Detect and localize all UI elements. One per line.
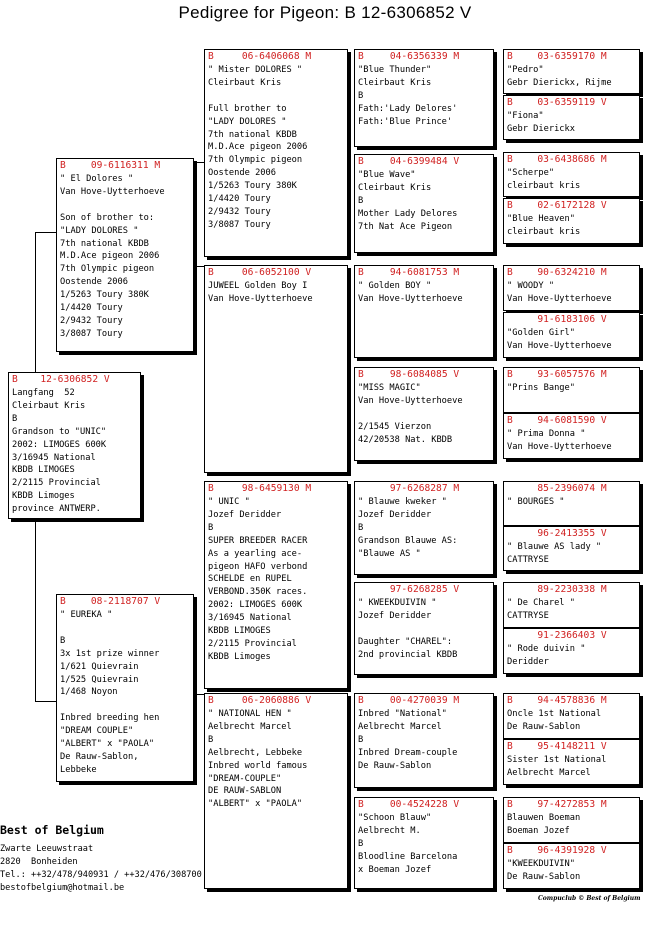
card-details: Oncle 1st National De Rauw-Sablon <box>507 709 602 732</box>
card-ring-number: 98-6084085 V <box>389 369 460 380</box>
card-country: B <box>507 97 513 108</box>
ancestor-card <box>354 49 494 147</box>
card-details: "Blue Thunder" Cleirbaut Kris B Fath:'Lady Delores' Fath:'Blue Prince' <box>358 65 458 127</box>
card-details: " Golden BOY " Van Hove-Uytterhoeve <box>358 281 463 304</box>
card-country: B <box>358 799 364 810</box>
card-details: " BOURGES " <box>507 497 565 507</box>
card-ring-number: 03-6359119 V <box>537 97 607 108</box>
card-details: Blauwen Boeman Boeman Jozef <box>507 813 581 836</box>
connector-line <box>35 701 56 702</box>
card-ring-number: 85-2396074 M <box>537 483 607 494</box>
card-ring-number: 03-6438686 M <box>537 154 607 165</box>
card-ring-number: 03-6359170 M <box>537 51 607 62</box>
card-country: B <box>507 799 513 810</box>
breeder-street: Zwarte Leeuwstraat <box>0 844 94 854</box>
ancestor-card <box>503 693 640 739</box>
card-ring-number: 97-6268287 M <box>389 483 460 494</box>
card-details: " Rode duivin " Deridder <box>507 644 586 667</box>
card-country: B <box>358 369 364 380</box>
connector-line <box>35 232 36 373</box>
granddam-maternal-card <box>204 693 348 889</box>
card-details: "Prins Bange" <box>507 383 575 393</box>
ancestor-card <box>503 797 640 843</box>
card-details: "MISS MAGIC" Van Hove-Uytterhoeve 2/1545 Vierzon 42/20538 Nat. KBDB <box>358 383 463 445</box>
ancestor-card <box>503 843 640 889</box>
card-country: B <box>507 200 513 211</box>
ancestor-card <box>503 198 640 244</box>
card-country: B <box>60 160 66 171</box>
software-credit: Compuclub © Best of Belgium <box>538 895 641 902</box>
card-details: "Scherpe" cleirbaut kris <box>507 168 581 191</box>
card-ring-number: 09-6116311 M <box>90 160 161 171</box>
card-ring-number: 00-4524228 V <box>389 799 460 810</box>
granddam-paternal-card <box>204 265 348 473</box>
card-country: B <box>358 267 364 278</box>
card-country: B <box>208 483 214 494</box>
card-ring-number: 06-2060886 V <box>241 695 312 706</box>
card-ring-number: 04-6399484 V <box>389 156 460 167</box>
card-details: " El Dolores " Van Hove-Uytterhoeve Son of brother to: "LADY DOLORES " 7th national KBDB M.D.Ace pigeon 2006 7th Olympic pigeon Oostende 2006 1/5263 Toury 380K 1/4420 Toury 2/9432 Toury 3/8087 Toury <box>60 174 165 339</box>
ancestor-card <box>503 739 640 785</box>
card-details: " NATIONAL HEN " Aelbrecht Marcel B Aelbrecht, Lebbeke Inbred world famous "DREAM-COUPLE" DE RAUW-SABLON "ALBERT" x "PAOLA" <box>208 709 308 810</box>
card-ring-number: 94-6081590 V <box>537 415 607 426</box>
ancestor-card <box>503 265 640 311</box>
card-country: B <box>358 695 364 706</box>
dam-card <box>56 594 194 782</box>
card-details: Inbred "National" Aelbrecht Marcel B Inbred Dream-couple De Rauw-Sablon <box>358 709 458 771</box>
card-country: B <box>507 741 513 752</box>
card-ring-number: 02-6172128 V <box>537 200 607 211</box>
card-country: B <box>507 51 513 62</box>
ancestor-card <box>503 582 640 628</box>
card-details: "Schoon Blauw" Aelbrecht M. B Bloodline Barcelona x Boeman Jozef <box>358 813 458 875</box>
ancestor-card <box>503 367 640 413</box>
card-country: B <box>358 51 364 62</box>
card-details: " Blauwe kweker " Jozef Deridder B Grandson Blauwe AS: "Blauwe AS " <box>358 497 458 559</box>
card-country: B <box>507 415 513 426</box>
ancestor-card <box>354 582 494 675</box>
breeder-email: bestofbelgium@hotmail.be <box>0 883 125 893</box>
card-details: " UNIC " Jozef Deridder B SUPER BREEDER RACER As a yearling ace- pigeon HAFO verbond SCHELDE en RUPEL VERBOND.350K races. 2002: LIMOGES 600K 3/16945 National KBDB LIMOGES 2/2115 Provincial KBDB Limoges <box>208 497 308 662</box>
ancestor-card <box>503 312 640 358</box>
card-ring-number: 94-6081753 M <box>389 267 460 278</box>
ancestor-card <box>503 152 640 197</box>
breeder-name: Best of Belgium <box>0 823 104 837</box>
card-ring-number: 95-4148211 V <box>537 741 607 752</box>
card-details: " Prima Donna " Van Hove-Uytterhoeve <box>507 429 612 452</box>
card-ring-number: 97-6268285 V <box>389 584 460 595</box>
ancestor-card <box>503 481 640 526</box>
card-ring-number: 90-6324210 M <box>537 267 607 278</box>
card-ring-number: 00-4270039 M <box>389 695 460 706</box>
ancestor-card <box>354 797 494 889</box>
ancestor-card <box>503 628 640 674</box>
breeder-phone: Tel.: ++32/478/940931 / ++32/476/308700 <box>0 870 202 880</box>
card-details: "KWEEKDUIVIN" De Rauw-Sablon <box>507 859 581 882</box>
card-country: B <box>507 154 513 165</box>
ancestor-card <box>503 49 640 94</box>
card-country: B <box>358 156 364 167</box>
card-country: B <box>208 695 214 706</box>
ancestor-card <box>354 265 494 358</box>
grandsire-maternal-card <box>204 481 348 689</box>
card-ring-number: 12-6306852 V <box>40 374 110 385</box>
card-ring-number: 06-6052100 V <box>241 267 312 278</box>
card-country: B <box>507 267 513 278</box>
card-country: B <box>60 596 66 607</box>
card-details: " Mister DOLORES " Cleirbaut Kris Full brother to "LADY DOLORES " 7th national KBDB M.D.Ace pigeon 2006 7th Olympic pigeon Oostende 2006 1/5263 Toury 380K 1/4420 Toury 2/9432 Toury 3/8087 Toury <box>208 65 308 230</box>
ancestor-card <box>354 367 494 461</box>
card-details: Sister 1st National Aelbrecht Marcel <box>507 755 607 778</box>
card-ring-number: 04-6356339 M <box>389 51 460 62</box>
card-details: Langfang 52 Cleirbaut Kris B Grandson to "UNIC" 2002: LIMOGES 600K 3/16945 National KBDB LIMOGES 2/2115 Provincial KBDB Limoges province ANTWERP. <box>12 388 107 515</box>
breeder-city: 2820 Bonheiden <box>0 857 78 867</box>
sire-card <box>56 158 194 352</box>
card-ring-number: 06-6406068 M <box>241 51 312 62</box>
card-country: B <box>507 845 513 856</box>
card-ring-number: 89-2230338 M <box>537 584 607 595</box>
card-details: " EUREKA " B 3x 1st prize winner 1/621 Quievrain 1/525 Quievrain 1/468 Noyon Inbred breeding hen "DREAM COUPLE" "ALBERT" x "PAOLA" De Rauw-Sablon, Lebbeke <box>60 610 160 775</box>
card-country: B <box>507 369 513 380</box>
card-ring-number: 96-2413355 V <box>537 528 607 539</box>
card-ring-number: 91-6183106 V <box>537 314 607 325</box>
card-details: "Blue Heaven" cleirbaut kris <box>507 214 581 237</box>
card-ring-number: 97-4272853 M <box>537 799 607 810</box>
card-details: " KWEEKDUIVIN " Jozef Deridder Daughter "CHAREL": 2nd provincial KBDB <box>358 598 458 660</box>
ancestor-card <box>354 154 494 253</box>
card-ring-number: 91-2366403 V <box>537 630 607 641</box>
card-details: " Blauwe AS lady " CATTRYSE <box>507 542 602 565</box>
card-ring-number: 96-4391928 V <box>537 845 607 856</box>
connector-line <box>35 232 56 233</box>
card-details: "Blue Wave" Cleirbaut Kris B Mother Lady Delores 7th Nat Ace Pigeon <box>358 170 458 232</box>
ancestor-card <box>503 95 640 140</box>
card-country: B <box>507 695 513 706</box>
page-title: Pedigree for Pigeon: B 12-6306852 V <box>178 3 472 22</box>
ancestor-card <box>503 413 640 459</box>
card-ring-number: 93-6057576 M <box>537 369 607 380</box>
card-ring-number: 98-6459130 M <box>241 483 312 494</box>
grandsire-paternal-card <box>204 49 348 257</box>
connector-line <box>35 518 36 702</box>
subject-pigeon-card <box>8 372 141 519</box>
ancestor-card <box>354 693 494 788</box>
card-ring-number: 08-2118707 V <box>90 596 161 607</box>
card-country: B <box>12 374 18 385</box>
card-details: "Pedro" Gebr Dierickx, Rijme <box>507 65 612 88</box>
card-details: " De Charel " CATTRYSE <box>507 598 575 621</box>
card-details: "Fiona" Gebr Dierickx <box>507 111 575 134</box>
card-details: "Golden Girl" Van Hove-Uytterhoeve <box>507 328 612 351</box>
card-ring-number: 94-4578836 M <box>537 695 607 706</box>
ancestor-card <box>354 481 494 575</box>
card-country: B <box>208 51 214 62</box>
card-details: JUWEEL Golden Boy I Van Hove-Uytterhoeve <box>208 281 313 304</box>
card-details: " WOODY " Van Hove-Uytterhoeve <box>507 281 612 304</box>
ancestor-card <box>503 526 640 571</box>
card-country: B <box>208 267 214 278</box>
